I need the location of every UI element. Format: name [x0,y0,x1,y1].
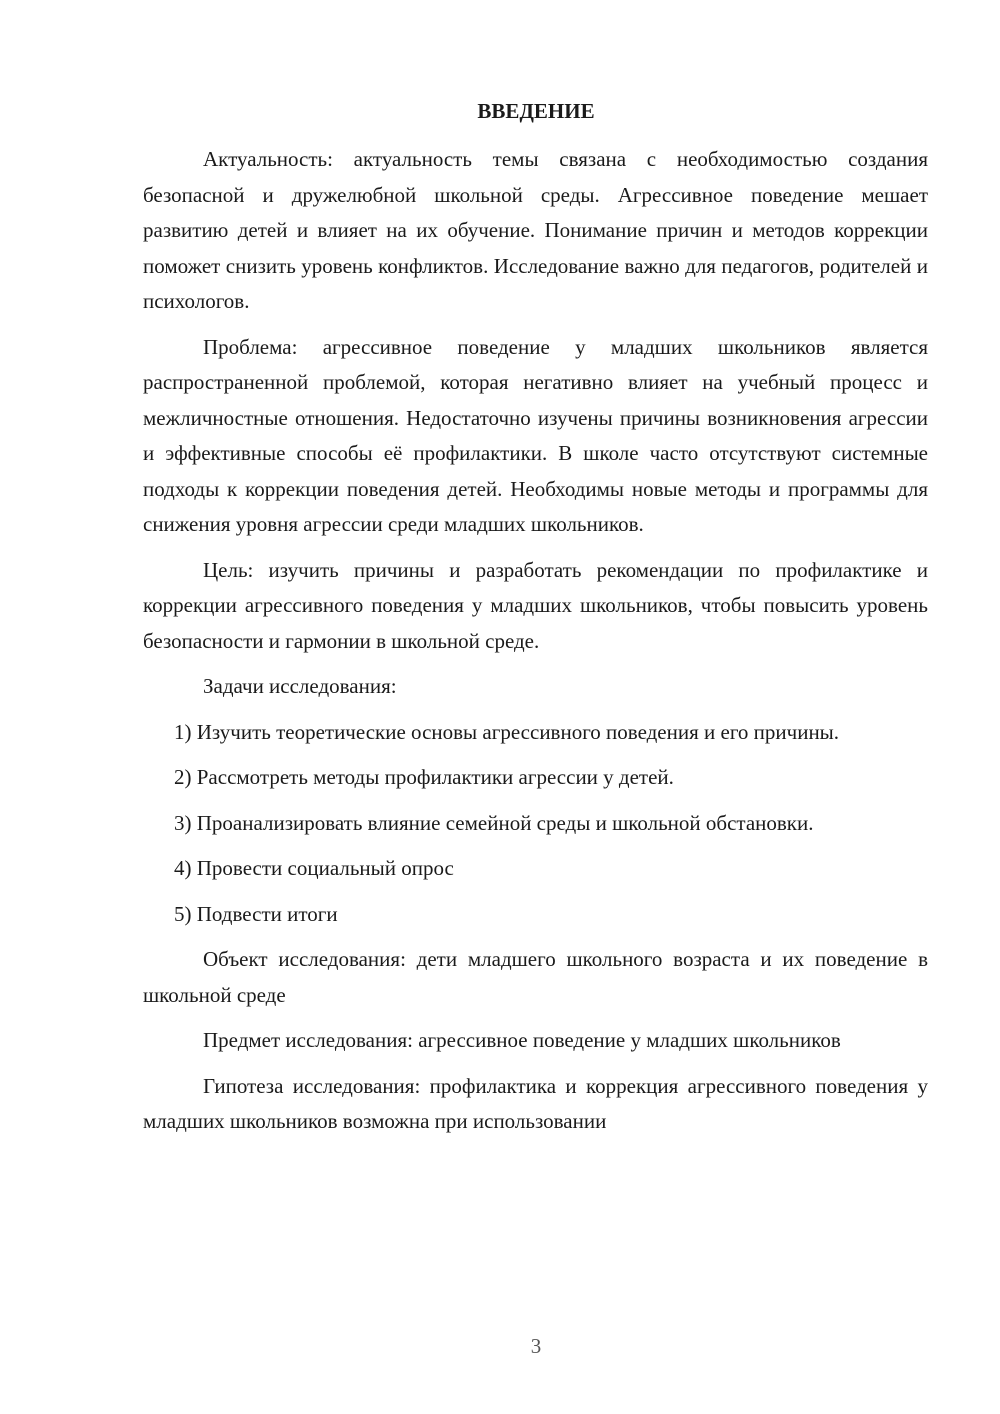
task-item-2: 2) Рассмотреть методы профилактики агрессии у детей. [174,765,674,789]
paragraph-object: Объект исследования: дети младшего школьного возраста и их поведение в школьной среде [143,947,928,1007]
document-body [143,142,928,1150]
page-number: 3 [530,1334,542,1358]
paragraph-goal: Цель: изучить причины и разработать рекомендации по профилактике и коррекции агрессивного поведения у младших школьников, чтобы повысить уровень безопасности и гармонии в школьной среде. [143,557,928,653]
section-heading: ВВЕДЕНИЕ [477,99,595,123]
paragraph-tasks-title: Задачи исследования: [203,674,397,698]
paragraph-hypothesis: Гипотеза исследования: профилактика и коррекция агрессивного поведения у младших школьников возможна при использовании [143,1073,928,1133]
task-item-5: 5) Подвести итоги [174,901,338,926]
task-item-1: 1) Изучить теоретические основы агрессивного поведения и его причины. [174,719,840,744]
paragraph-problem: Проблема: агрессивное поведение у младших школьников является распространенной проблемой, которая негативно влияет на учебный процесс и межличностные отношения. Недостаточно изучены причины возникновения агрессии и эффективные способы её профилактики. В школе часто отсутствуют системные подходы к коррекции поведения детей. Необходимы новые методы и программы для снижения уровня агрессии среди младших школьников. [143,334,928,536]
paragraph-relevance: Актуальность: актуальность темы связана с необходимостью создания безопасной и дружелюбной школьной среды. Агрессивное поведение мешает развитию детей и влияет на их обучение. Понимание причин и методов коррекции поможет снизить уровень конфликтов. Исследование важно для педагогов, родителей и психологов. [143,147,928,313]
task-item-3: 3) Проанализировать влияние семейной среды и школьной обстановки. [174,810,814,835]
paragraph-subject: Предмет исследования: агрессивное поведение у младших школьников [203,1028,841,1052]
task-item-4: 4) Провести социальный опрос [174,856,454,880]
